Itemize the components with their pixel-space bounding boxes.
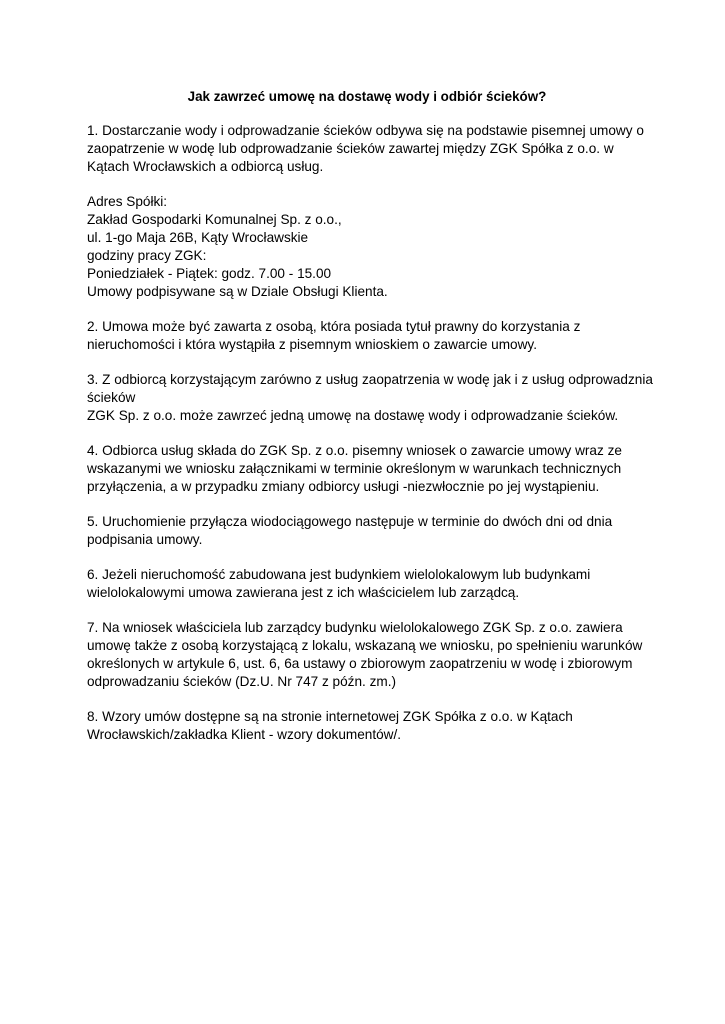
paragraph xyxy=(87,318,647,354)
paragraph-line: podpisania umowy. xyxy=(87,532,203,547)
paragraph-line: określonych w artykule 6, ust. 6, 6a ustawy o zbiorowym zaopatrzeniu w wodę i zbiorowym xyxy=(87,656,633,671)
paragraph-line: nieruchomości i która wystąpiła z pisemnym wnioskiem o zawarcie umowy. xyxy=(87,337,538,352)
paragraph-line: 6. Jeżeli nieruchomość zabudowana jest budynkiem wielolokalowym lub budynkami xyxy=(87,567,591,582)
paragraph-line: 4. Odbiorca usług składa do ZGK Sp. z o.o. pisemny wniosek o zawarcie umowy wraz ze xyxy=(87,443,622,458)
paragraph-line: 1. Dostarczanie wody i odprowadzanie ścieków odbywa się na podstawie pisemnej umowy o xyxy=(87,123,644,138)
paragraph-line: odprowadzaniu ścieków (Dz.U. Nr 747 z późn. zm.) xyxy=(87,674,396,689)
paragraph-line: 2. Umowa może być zawarta z osobą, która posiada tytuł prawny do korzystania z xyxy=(87,319,581,334)
paragraph-line: Umowy podpisywane są w Dziale Obsługi Klienta. xyxy=(87,284,388,299)
paragraph xyxy=(87,193,647,301)
paragraph-line: godziny pracy ZGK: xyxy=(87,248,207,263)
paragraph xyxy=(87,566,647,602)
document-title: Jak zawrzeć umowę na dostawę wody i odbiór ścieków? xyxy=(187,89,547,104)
paragraph-line: ZGK Sp. z o.o. może zawrzeć jedną umowę na dostawę wody i odprowadzanie ścieków. xyxy=(87,408,619,423)
document-body xyxy=(87,88,653,761)
paragraph-line: przyłączenia, a w przypadku zmiany odbiorcy usługi -niezwłocznie po jej wystąpieniu. xyxy=(87,479,600,494)
paragraph-line: ul. 1-go Maja 26B, Kąty Wrocławskie xyxy=(87,230,309,245)
paragraph-line: zaopatrzenie w wodę lub odprowadzanie ścieków zawartej między ZGK Spółka z o.o. w xyxy=(87,141,614,156)
paragraph-line: Zakład Gospodarki Komunalnej Sp. z o.o., xyxy=(87,212,342,227)
paragraph xyxy=(87,442,647,496)
paragraph xyxy=(87,708,647,744)
paragraph-line: 5. Uruchomienie przyłącza wiodociągowego następuje w terminie do dwóch dni od dnia xyxy=(87,514,613,529)
paragraph-line: Poniedziałek - Piątek: godz. 7.00 - 15.00 xyxy=(87,266,332,281)
paragraph-line: Adres Spółki: xyxy=(87,194,168,209)
paragraph-line: 8. Wzory umów dostępne są na stronie internetowej ZGK Spółka z o.o. w Kątach xyxy=(87,709,573,724)
paragraph-line: wskazanymi we wniosku załącznikami w terminie określonym w warunkach technicznych xyxy=(87,461,622,476)
paragraph xyxy=(87,513,647,549)
paragraph-list xyxy=(87,122,653,744)
paragraph-line: Wrocławskich/zakładka Klient - wzory dokumentów/. xyxy=(87,727,402,742)
paragraph xyxy=(87,619,647,691)
paragraph xyxy=(87,122,647,176)
paragraph-line: umowę także z osobą korzystającą z lokalu, wskazaną we wniosku, po spełnieniu warunków xyxy=(87,638,643,653)
paragraph-line: ścieków xyxy=(87,390,136,405)
paragraph-line: 3. Z odbiorcą korzystającym zarówno z usług zaopatrzenia w wodę jak i z usług odprowadznia xyxy=(87,372,653,387)
paragraph xyxy=(87,371,653,425)
paragraph-line: 7. Na wniosek właściciela lub zarządcy budynku wielolokalowego ZGK Sp. z o.o. zawiera xyxy=(87,620,623,635)
paragraph-line: wielolokalowymi umowa zawierana jest z ich właścicielem lub zarządcą. xyxy=(87,585,520,600)
paragraph-line: Kątach Wrocławskich a odbiorcą usług. xyxy=(87,159,324,174)
